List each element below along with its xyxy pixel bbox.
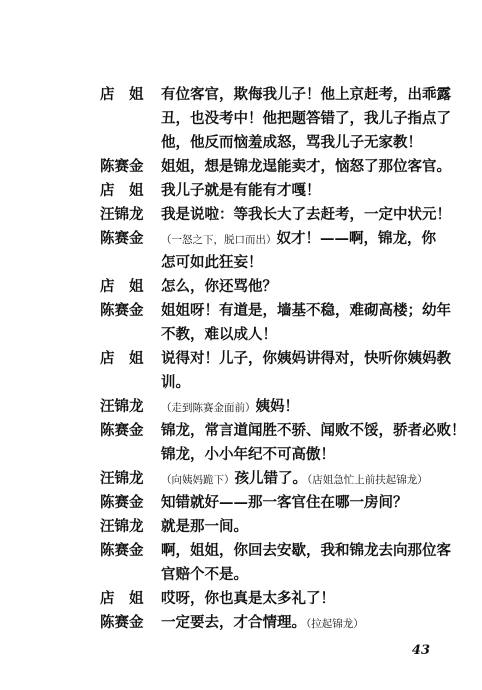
dialogue-line (0, 608, 482, 638)
stage-direction: （店姐急忙上前扶起锦龙） (307, 474, 428, 486)
dialogue-text: 有位客官，欺侮我儿子！他上京赶考，出乖露 (161, 86, 451, 103)
dialogue-text: 说得对！儿子，你姨妈讲得对，快听你姨妈教 (161, 350, 451, 367)
speaker-name: 陈赛金 (100, 494, 144, 511)
dialogue-text: 就是那一间。 (161, 518, 248, 535)
dialogue-text: 知错就好——那一客官住在哪一房间？ (161, 494, 408, 511)
dialogue-text-body: 奴才！——啊，锦龙，你 (276, 230, 436, 247)
stage-direction: （拉起锦龙） (306, 618, 364, 630)
page-number: 43 (411, 643, 430, 658)
dialogue-text: 丑，也没考中！他把题答错了，我儿子指点了 (161, 110, 451, 127)
dialogue-text: 锦龙，小小年纪不可高傲！ (161, 446, 335, 463)
dialogue-text: 姐姐呀！有道是，墙基不稳，难砌高楼；幼年 (161, 302, 451, 319)
speaker-name: 陈赛金 (100, 614, 144, 631)
dialogue-text (161, 608, 364, 639)
dialogue-text: 不教，难以成人！ (161, 326, 277, 343)
dialogue-text-body: 一定要去，才合情理。 (161, 614, 306, 631)
speaker-name: 陈赛金 (100, 230, 144, 247)
dialogue-text: 训。 (161, 374, 190, 391)
speaker-name: 汪锦龙 (100, 470, 144, 487)
dialogue-text-body: 姨妈！ (255, 398, 299, 415)
speaker-name: 汪锦龙 (100, 206, 144, 223)
dialogue-text: 怎么，你还骂他？ (161, 278, 277, 295)
stage-direction: （向姨妈跪下） (161, 474, 235, 486)
dialogue-text: 我儿子就是有能有才嘎！ (161, 182, 321, 199)
speaker-name: 陈赛金 (100, 542, 144, 559)
speaker-name: 店 姐 (100, 182, 144, 199)
dialogue-text: 我是说啦：等我长大了去赶考，一定中状元！ (161, 206, 451, 223)
dialogue-text: 怎可如此狂妄！ (161, 254, 263, 271)
dialogue-text: 官赔个不是。 (161, 566, 248, 583)
speaker-name: 店 姐 (100, 86, 144, 103)
speaker-name: 汪锦龙 (100, 398, 144, 415)
stage-direction: （一怒之下，脱口而出） (161, 234, 277, 246)
stage-direction: （走到陈赛金面前） (161, 402, 256, 414)
dialogue-text: 哎呀，你也真是太多礼了！ (161, 590, 335, 607)
speaker-name: 汪锦龙 (100, 518, 144, 535)
speaker-name: 店 姐 (100, 278, 144, 295)
dialogue-text-body: 孩儿错了。 (234, 470, 307, 487)
speaker-name: 陈赛金 (100, 422, 144, 439)
dialogue-text: 他，他反而恼羞成怒，骂我儿子无家教！ (161, 134, 422, 151)
speaker-name: 陈赛金 (100, 302, 144, 319)
dialogue-text: 锦龙，常言道闻胜不骄、闻败不馁，骄者必败！ (161, 422, 466, 439)
speaker-name: 店 姐 (100, 590, 144, 607)
speaker-name: 陈赛金 (100, 158, 144, 175)
speaker-name: 店 姐 (100, 350, 144, 367)
dialogue-text: 啊，姐姐，你回去安歇，我和锦龙去向那位客 (161, 542, 451, 559)
dialogue-text: 姐姐，想是锦龙逞能卖才，恼怒了那位客官。 (161, 158, 451, 175)
